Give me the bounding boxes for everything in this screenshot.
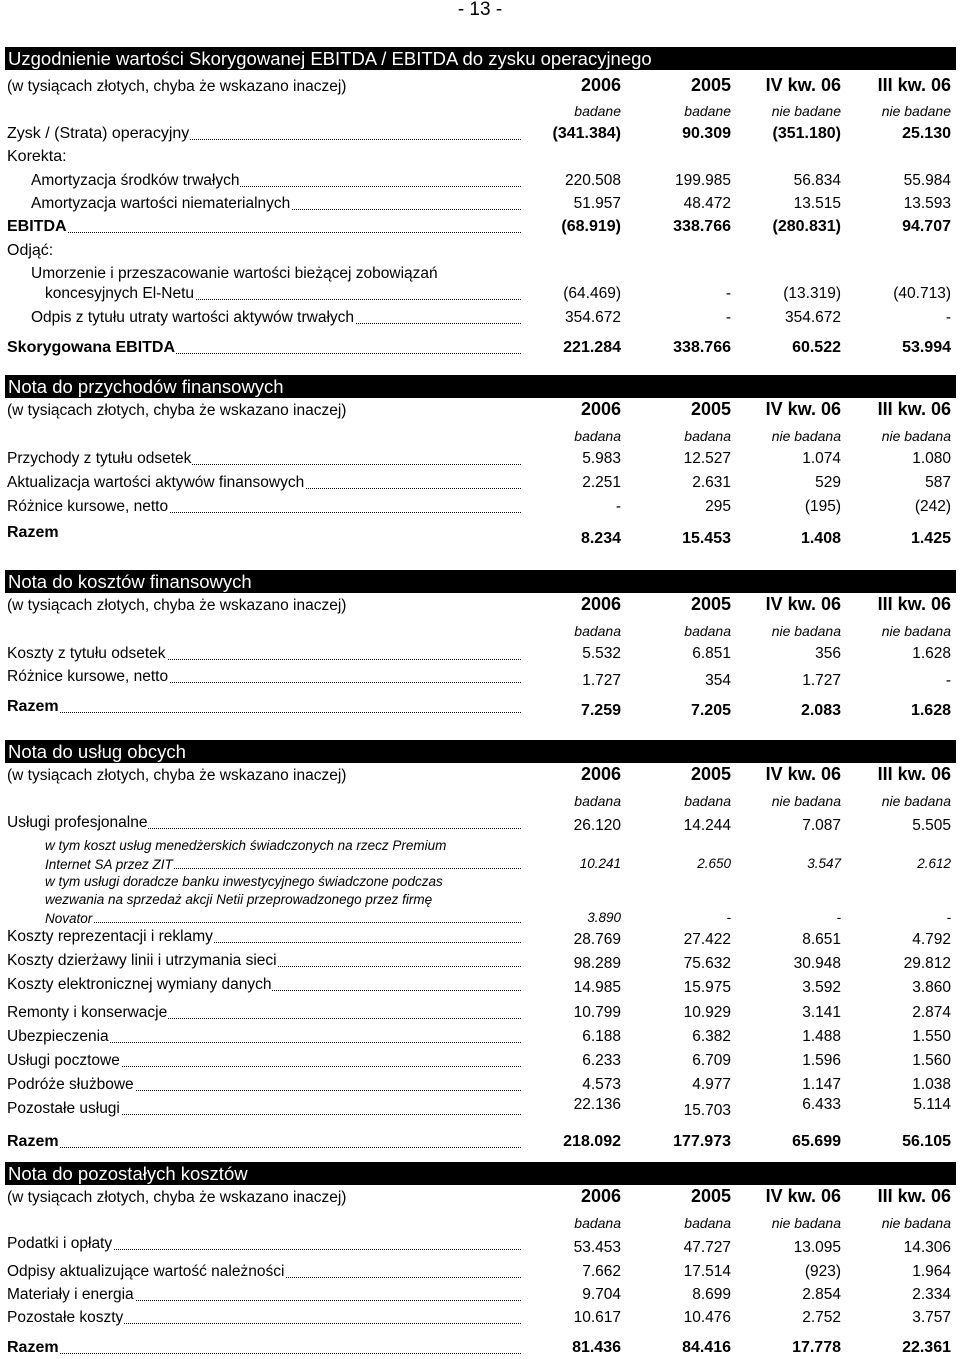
row-label: w tym koszt usług menedżerskich świadczonych na rzecz Premium	[45, 838, 447, 853]
table-row	[5, 215, 956, 238]
cell: 29.812	[903, 955, 951, 972]
year-header: 2005	[690, 75, 731, 95]
table-row	[5, 329, 956, 359]
cell: 1.550	[912, 1028, 951, 1045]
table-row	[5, 238, 956, 262]
table-row	[5, 891, 956, 909]
year-header: 2005	[690, 764, 731, 784]
row-label: Ubezpieczenia	[7, 1028, 109, 1045]
row-label: Usługi pocztowe	[7, 1052, 120, 1069]
unit-note: (w tysiącach złotych, chyba że wskazano inaczej)	[7, 402, 347, 419]
cell: 3.890	[587, 910, 621, 925]
cell: 22.361	[902, 1339, 951, 1356]
cell: -	[725, 309, 731, 326]
table-row	[5, 951, 956, 975]
cell: (40.713)	[893, 285, 951, 302]
audit-status: nie badane	[771, 103, 841, 119]
cell: 60.522	[792, 339, 841, 356]
year-header: 2006	[580, 594, 621, 614]
table-row	[5, 168, 956, 192]
cell: 6.709	[692, 1052, 731, 1069]
row-label: Różnice kursowe, netto	[7, 668, 169, 685]
row-label: Różnice kursowe, netto	[7, 498, 169, 515]
row-label: w tym usługi doradcze banku inwestycyjnego świadczone podczas	[45, 874, 443, 889]
other-costs-table	[5, 1162, 956, 1359]
unit-note: (w tysiącach złotych, chyba że wskazano inaczej)	[7, 78, 347, 95]
cell: 65.699	[792, 1133, 841, 1150]
cell: 6.188	[582, 1028, 621, 1045]
header-row	[5, 70, 956, 98]
table-row	[5, 1306, 956, 1329]
row-label: Podatki i opłaty	[7, 1235, 113, 1252]
cell: -	[945, 672, 951, 689]
cell: 1.074	[802, 450, 841, 467]
audit-status: badana	[684, 623, 731, 639]
cell: -	[726, 910, 731, 925]
cell: 8.234	[580, 530, 621, 547]
year-header: 2005	[690, 594, 731, 614]
header-row	[5, 763, 956, 787]
table-row	[5, 855, 956, 873]
row-label: wezwania na sprzedaż akcji Netii przeprowadzonego przez firmę	[45, 892, 433, 907]
cell: 338.766	[673, 339, 731, 356]
cell: 26.120	[573, 817, 621, 834]
cell: 6.233	[582, 1052, 621, 1069]
audit-status: nie badane	[881, 103, 951, 119]
cell: 1.408	[800, 530, 841, 547]
cell: 4.573	[582, 1076, 621, 1093]
cell: 2.631	[692, 474, 731, 491]
cell: 1.147	[802, 1076, 841, 1093]
table-row	[5, 1233, 956, 1259]
audit-status: nie badana	[771, 1215, 841, 1231]
row-label: Odpisy aktualizujące wartość należności	[7, 1263, 285, 1280]
row-label: Amortyzacja wartości niematerialnych	[31, 195, 291, 212]
cell: -	[945, 309, 951, 326]
table-row	[5, 1048, 956, 1072]
audit-status: nie badana	[881, 1215, 951, 1231]
cell: 2.083	[800, 702, 841, 719]
table-row	[5, 518, 956, 550]
year-header: 2006	[580, 764, 621, 784]
cell: 14.244	[683, 817, 731, 834]
cell: (13.319)	[783, 285, 841, 302]
cell: 199.985	[674, 172, 731, 189]
table-row	[5, 145, 956, 168]
table-row	[5, 262, 956, 285]
audit-status: badana	[574, 623, 621, 639]
table-row	[5, 121, 956, 145]
cell: 218.092	[563, 1133, 621, 1150]
table-row	[5, 873, 956, 891]
cell: 2.251	[582, 474, 621, 491]
cell: 12.527	[683, 450, 731, 467]
cell: 177.973	[673, 1133, 731, 1150]
cell: 75.632	[683, 955, 731, 972]
row-label: Pozostałe usługi	[7, 1100, 120, 1117]
row-label: Skorygowana EBITDA	[7, 339, 176, 356]
row-label: Przychody z tytułu odsetek	[7, 450, 192, 467]
cell: 56.105	[902, 1133, 951, 1150]
table-row	[5, 285, 956, 305]
cell: 10.799	[573, 1004, 621, 1021]
section-title: Nota do przychodów finansowych	[5, 375, 956, 398]
cell: 529	[815, 474, 841, 491]
year-header: 2006	[580, 399, 621, 419]
cell: 14.306	[903, 1239, 951, 1256]
cell: (242)	[914, 498, 951, 515]
cell: 3.592	[802, 979, 841, 996]
audit-status: nie badana	[881, 623, 951, 639]
section-title: Nota do pozostałych kosztów	[5, 1162, 956, 1185]
status-row	[5, 787, 956, 811]
cell: 6.382	[692, 1028, 731, 1045]
table-row	[5, 192, 956, 215]
year-header: IV kw. 06	[765, 399, 841, 419]
row-label: Novator	[45, 911, 93, 926]
cell: 1.488	[802, 1028, 841, 1045]
year-header: III kw. 06	[877, 75, 951, 95]
cell: 13.095	[793, 1239, 841, 1256]
row-label: Razem	[7, 1339, 59, 1356]
cell: -	[946, 910, 951, 925]
cell: 6.433	[802, 1096, 841, 1113]
year-header: 2005	[690, 399, 731, 419]
cell: 5.505	[912, 817, 951, 834]
cell: 30.948	[793, 955, 841, 972]
cell: 98.289	[573, 955, 621, 972]
audit-status: badana	[574, 428, 621, 444]
row-label: Koszty dzierżawy linii i utrzymania sieci	[7, 952, 277, 969]
cell: 1.596	[802, 1052, 841, 1069]
audit-status: nie badana	[771, 428, 841, 444]
cell: -	[836, 910, 841, 925]
cell: 1.560	[912, 1052, 951, 1069]
header-row	[5, 593, 956, 617]
cell: 1.727	[802, 672, 841, 689]
row-label: Odpis z tytułu utraty wartości aktywów trwałych	[31, 309, 355, 326]
year-header: IV kw. 06	[765, 764, 841, 784]
cell: (64.469)	[563, 285, 621, 302]
cell: 2.752	[802, 1309, 841, 1326]
year-header: III kw. 06	[877, 764, 951, 784]
cell: 53.453	[573, 1239, 621, 1256]
cell: 7.205	[690, 702, 731, 719]
audit-status: nie badana	[771, 623, 841, 639]
status-row	[5, 98, 956, 121]
row-label: Usługi profesjonalne	[7, 814, 148, 831]
cell: (351.180)	[772, 125, 841, 142]
status-row	[5, 1209, 956, 1233]
table-row	[5, 665, 956, 692]
audit-status: nie badana	[881, 793, 951, 809]
header-row	[5, 1185, 956, 1209]
cell: 8.651	[802, 931, 841, 948]
table-row	[5, 1096, 956, 1120]
cell: 2.854	[802, 1286, 841, 1303]
table-row	[5, 999, 956, 1024]
row-label: Razem	[7, 524, 59, 541]
audit-status: nie badana	[881, 428, 951, 444]
status-row	[5, 617, 956, 641]
cell: 15.975	[683, 979, 731, 996]
audit-status: badana	[684, 1215, 731, 1231]
header-row	[5, 398, 956, 422]
section-title: Nota do kosztów finansowych	[5, 570, 956, 593]
cell: 2.874	[912, 1004, 951, 1021]
row-label: Umorzenie i przeszacowanie wartości bieżącej zobowiązań	[31, 265, 438, 282]
status-row	[5, 422, 956, 446]
row-label: Zysk / (Strata) operacyjny	[7, 125, 190, 142]
cell: 221.284	[563, 339, 621, 356]
cell: 3.547	[807, 856, 841, 871]
cell: 5.983	[582, 450, 621, 467]
row-label: Koszty elektronicznej wymiany danych	[7, 976, 272, 993]
cell: 7.662	[582, 1263, 621, 1280]
row-label: Koszty z tytułu odsetek	[7, 645, 166, 662]
cell: 90.309	[682, 125, 731, 142]
cell: 295	[705, 498, 731, 515]
cell: (68.919)	[561, 218, 621, 235]
cell: 354.672	[564, 309, 621, 326]
cell: 13.515	[793, 195, 841, 212]
table-row	[5, 641, 956, 665]
audit-status: badane	[574, 103, 621, 119]
cell: 338.766	[673, 218, 731, 235]
audit-status: badana	[684, 428, 731, 444]
table-row	[5, 470, 956, 494]
cell: 587	[925, 474, 951, 491]
table-row	[5, 1072, 956, 1096]
cell: 27.422	[683, 931, 731, 948]
table-row	[5, 927, 956, 951]
cell: 94.707	[902, 218, 951, 235]
cell: 9.704	[582, 1286, 621, 1303]
row-label: Korekta:	[7, 148, 67, 165]
table-row	[5, 1024, 956, 1048]
cell: (280.831)	[772, 218, 841, 235]
year-header: III kw. 06	[877, 1186, 951, 1206]
audit-status: nie badana	[771, 793, 841, 809]
year-header: IV kw. 06	[765, 594, 841, 614]
cell: 3.757	[912, 1309, 951, 1326]
cell: 10.929	[683, 1004, 731, 1021]
table-row	[5, 494, 956, 518]
external-services-table	[5, 740, 956, 1153]
cell: 2.612	[917, 856, 951, 871]
cell: 84.416	[682, 1339, 731, 1356]
cell: 47.727	[683, 1239, 731, 1256]
cell: 1.628	[912, 645, 951, 662]
cell: -	[615, 498, 621, 515]
year-header: 2005	[690, 1186, 731, 1206]
cell: 1.038	[912, 1076, 951, 1093]
row-label: EBITDA	[7, 218, 67, 235]
section-title: Nota do usług obcych	[5, 740, 956, 763]
cell: 8.699	[692, 1286, 731, 1303]
unit-note: (w tysiącach złotych, chyba że wskazano inaczej)	[7, 597, 347, 614]
cell: 4.792	[912, 931, 951, 948]
row-label: Odjąć:	[7, 242, 54, 259]
cell: 28.769	[573, 931, 621, 948]
cell: 25.130	[902, 125, 951, 142]
cell: 10.476	[683, 1309, 731, 1326]
row-label: Remonty i konserwacje	[7, 1004, 168, 1021]
year-header: III kw. 06	[877, 399, 951, 419]
cell: 15.703	[683, 1102, 731, 1119]
row-label: Materiały i energia	[7, 1286, 134, 1303]
row-label: Aktualizacja wartości aktywów finansowych	[7, 474, 305, 491]
year-header: III kw. 06	[877, 594, 951, 614]
row-label: Amortyzacja środków trwałych	[31, 172, 240, 189]
cell: 7.259	[580, 702, 621, 719]
cell: 7.087	[802, 817, 841, 834]
table-row	[5, 975, 956, 999]
table-row	[5, 692, 956, 722]
table-row	[5, 446, 956, 470]
cell: (195)	[804, 498, 841, 515]
cell: 10.241	[579, 856, 621, 871]
table-row	[5, 1259, 956, 1283]
cell: 15.453	[682, 530, 731, 547]
cell: 4.977	[692, 1076, 731, 1093]
cell: 5.114	[913, 1096, 951, 1113]
cell: 17.778	[792, 1339, 841, 1356]
row-label: Pozostałe koszty	[7, 1309, 124, 1326]
row-label: Internet SA przez ZIT	[45, 857, 173, 872]
financial-costs-table	[5, 570, 956, 722]
year-header: IV kw. 06	[765, 75, 841, 95]
cell: 356	[815, 645, 841, 662]
cell: 1.425	[910, 530, 951, 547]
table-row	[5, 305, 956, 329]
cell: 6.851	[692, 645, 731, 662]
cell: 55.984	[903, 172, 951, 189]
cell: 56.834	[793, 172, 841, 189]
cell: 2.334	[912, 1286, 951, 1303]
audit-status: badana	[574, 793, 621, 809]
row-label: Podróże służbowe	[7, 1076, 134, 1093]
year-header: IV kw. 06	[765, 1186, 841, 1206]
cell: 17.514	[683, 1263, 731, 1280]
cell: 53.994	[902, 339, 951, 356]
row-label: Razem	[7, 698, 59, 715]
cell: -	[725, 285, 731, 302]
cell: 3.141	[802, 1004, 841, 1021]
cell: (923)	[804, 1263, 841, 1280]
audit-status: badana	[574, 1215, 621, 1231]
cell: 51.957	[573, 195, 621, 212]
cell: 10.617	[573, 1309, 621, 1326]
cell: (341.384)	[552, 125, 621, 142]
page-number: - 13 -	[457, 0, 503, 20]
cell: 13.593	[903, 195, 951, 212]
audit-status: badane	[684, 103, 731, 119]
unit-note: (w tysiącach złotych, chyba że wskazano inaczej)	[7, 767, 347, 784]
cell: 22.136	[573, 1096, 621, 1113]
section-title: Uzgodnienie wartości Skorygowanej EBITDA / EBITDA do zysku operacyjnego	[5, 47, 956, 70]
cell: 354	[705, 672, 731, 689]
cell: 48.472	[683, 195, 731, 212]
table-row	[5, 909, 956, 927]
ebitda-reconciliation-table	[5, 47, 956, 359]
row-label: Razem	[7, 1133, 59, 1150]
row-label: Koszty reprezentacji i reklamy	[7, 928, 213, 945]
unit-note: (w tysiącach złotych, chyba że wskazano inaczej)	[7, 1189, 347, 1206]
year-header: 2006	[580, 75, 621, 95]
cell: 14.985	[573, 979, 621, 996]
cell: 1.727	[582, 672, 621, 689]
cell: 3.860	[912, 979, 951, 996]
cell: 1.964	[912, 1263, 951, 1280]
cell: 2.650	[697, 856, 731, 871]
table-row	[5, 837, 956, 855]
row-label: koncesyjnych El-Netu	[31, 285, 195, 302]
cell: 354.672	[784, 309, 841, 326]
cell: 220.508	[564, 172, 621, 189]
year-header: 2006	[580, 1186, 621, 1206]
table-row	[5, 811, 956, 837]
financial-income-table	[5, 375, 956, 550]
cell: 5.532	[582, 645, 621, 662]
cell: 81.436	[572, 1339, 621, 1356]
cell: 1.080	[912, 450, 951, 467]
table-row	[5, 1120, 956, 1153]
table-row	[5, 1283, 956, 1306]
cell: 1.628	[910, 702, 951, 719]
audit-status: badana	[684, 793, 731, 809]
